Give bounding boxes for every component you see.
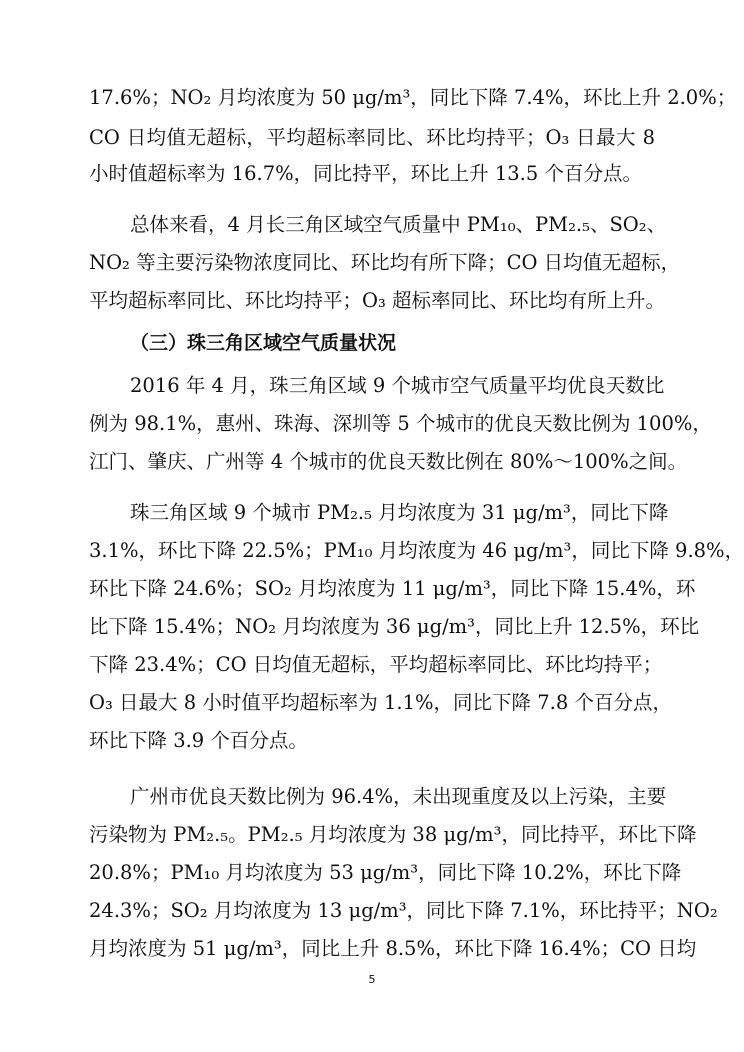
text-line: 污染物为 PM₂.₅。PM₂.₅ 月均浓度为 38 μg/m³，同比持平，环比下降: [89, 823, 697, 846]
text-line: 月均浓度为 51 μg/m³，同比上升 8.5%，环比下降 16.4%；CO 日均: [89, 937, 697, 960]
text-line: 17.6%；NO₂ 月均浓度为 50 μg/m³，同比下降 7.4%，环比上升 2.0%；: [89, 86, 737, 109]
text-line: 环比下降 24.6%；SO₂ 月均浓度为 11 μg/m³，同比下降 15.4%，环: [89, 577, 696, 600]
text-line: 总体来看，4 月长三角区域空气质量中 PM₁₀、PM₂.₅、SO₂、: [130, 213, 667, 236]
page-number: 5: [368, 973, 376, 986]
text-line: 24.3%；SO₂ 月均浓度为 13 μg/m³，同比下降 7.1%，环比持平；NO₂: [89, 899, 718, 922]
text-line: NO₂ 等主要污染物浓度同比、环比均有所下降；CO 日均值无超标，: [89, 251, 681, 274]
text-line: O₃ 日最大 8 小时值平均超标率为 1.1%，同比下降 7.8 个百分点，: [89, 691, 672, 714]
text-line: 比下降 15.4%；NO₂ 月均浓度为 36 μg/m³，同比上升 12.5%，环比: [89, 615, 700, 638]
text-line: CO 日均值无超标，平均超标率同比、环比均持平；O₃ 日最大 8: [89, 126, 655, 149]
text-line: 环比下降 3.9 个百分点。: [89, 729, 308, 752]
text-line: 2016 年 4 月，珠三角区域 9 个城市空气质量平均优良天数比: [130, 374, 665, 397]
text-line: 20.8%；PM₁₀ 月均浓度为 53 μg/m³，同比下降 10.2%，环比下降: [89, 861, 682, 884]
text-line: 平均超标率同比、环比均持平；O₃ 超标率同比、环比均有所上升。: [89, 289, 666, 312]
section-heading: （三）珠三角区域空气质量状况: [130, 332, 397, 354]
text-line: 例为 98.1%，惠州、珠海、深圳等 5 个城市的优良天数比例为 100%，: [89, 412, 712, 435]
text-line: 下降 23.4%；CO 日均值无超标，平均超标率同比、环比均持平；: [89, 653, 663, 676]
text-line: 广州市优良天数比例为 96.4%，未出现重度及以上污染，主要: [130, 785, 667, 808]
text-line: 3.1%，环比下降 22.5%；PM₁₀ 月均浓度为 46 μg/m³，同比下降 9.8%，: [89, 539, 744, 562]
text-line: 江门、肇庆、广州等 4 个城市的优良天数比例在 80%～100%之间。: [89, 450, 688, 473]
text-line: 珠三角区域 9 个城市 PM₂.₅ 月均浓度为 31 μg/m³，同比下降: [130, 501, 669, 524]
text-line: 小时值超标率为 16.7%，同比持平，环比上升 13.5 个百分点。: [89, 162, 642, 185]
